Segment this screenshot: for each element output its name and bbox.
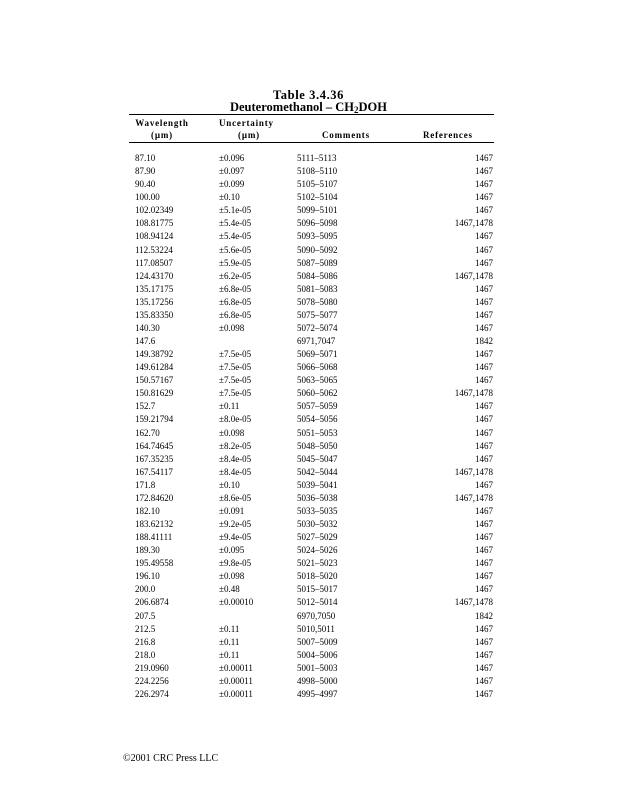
cell-wavelength: 108.94124 (135, 231, 174, 242)
cell-uncertainty: ±7.5e-05 (219, 388, 252, 399)
cell-uncertainty: ±6.8e-05 (219, 309, 252, 320)
cell-uncertainty: ±7.5e-05 (219, 375, 252, 386)
cell-uncertainty: ±0.095 (219, 545, 245, 556)
cell-references: 1467 (475, 427, 493, 438)
cell-wavelength: 171.8 (135, 479, 156, 490)
table-row (0, 257, 617, 270)
cell-references: 1467 (475, 153, 493, 163)
cell-uncertainty: ±0.098 (219, 322, 245, 333)
cell-uncertainty: ±6.2e-05 (219, 270, 252, 281)
table-row (0, 583, 617, 596)
cell-uncertainty: ±6.8e-05 (219, 296, 252, 307)
cell-wavelength: 149.61284 (135, 362, 174, 373)
table-row (0, 230, 617, 243)
cell-references: 1467 (475, 322, 493, 333)
cell-wavelength: 162.70 (135, 427, 160, 438)
cell-references: 1467 (475, 453, 493, 464)
cell-references: 1467,1478 (454, 270, 493, 281)
cell-comments: 5078–5080 (297, 296, 338, 307)
col-header-references: References (423, 130, 473, 140)
cell-wavelength: 159.21794 (135, 414, 174, 425)
cell-uncertainty: ±0.099 (219, 179, 245, 190)
cell-wavelength: 147.6 (135, 336, 156, 346)
cell-references: 1467 (475, 375, 493, 386)
table-row (0, 557, 617, 570)
cell-references: 1467 (475, 349, 493, 360)
cell-comments: 5093–5095 (297, 231, 338, 242)
cell-references: 1467 (475, 662, 493, 673)
table-row (0, 178, 617, 191)
cell-references: 1467 (475, 558, 493, 569)
cell-uncertainty: ±5.6e-05 (219, 244, 252, 255)
cell-wavelength: 172.84620 (135, 492, 174, 503)
cell-comments: 5069–5071 (297, 349, 338, 360)
table-row (0, 518, 617, 531)
table-row (0, 217, 617, 230)
cell-wavelength: 140.30 (135, 322, 160, 333)
cell-comments: 5051–5053 (297, 427, 338, 438)
cell-references: 1467 (475, 257, 493, 268)
cell-references: 1842 (475, 610, 493, 621)
table-row (0, 531, 617, 544)
cell-uncertainty: ±0.00010 (219, 597, 254, 608)
table-row (0, 492, 617, 505)
cell-wavelength: 188.41111 (135, 532, 173, 542)
col-header-uncertainty: Uncertainty (219, 118, 274, 128)
cell-references: 1467 (475, 309, 493, 320)
cell-references: 1467,1478 (454, 597, 493, 608)
cell-wavelength: 219.0960 (135, 662, 169, 673)
cell-comments: 5066–5068 (297, 362, 338, 373)
cell-references: 1467 (475, 414, 493, 425)
table-row (0, 453, 617, 466)
cell-comments: 5081–5083 (297, 283, 338, 294)
cell-references: 1467 (475, 505, 493, 516)
cell-references: 1467 (475, 571, 493, 582)
table-row (0, 688, 617, 701)
cell-references: 1467 (475, 362, 493, 373)
cell-comments: 5084–5086 (297, 270, 338, 281)
cell-comments: 5087–5089 (297, 257, 338, 268)
cell-uncertainty: ±5.4e-05 (219, 218, 252, 229)
table-row (0, 335, 617, 348)
cell-uncertainty: ±0.10 (219, 192, 240, 203)
cell-uncertainty: ±0.00011 (219, 662, 253, 673)
cell-comments: 5102–5104 (297, 192, 338, 203)
cell-comments: 5105–5107 (297, 179, 338, 190)
table-row (0, 662, 617, 675)
cell-references: 1467,1478 (454, 466, 493, 477)
cell-references: 1467 (475, 545, 493, 556)
cell-comments: 5090–5092 (297, 244, 338, 255)
table-row (0, 165, 617, 178)
cell-uncertainty: ±0.00011 (219, 688, 253, 699)
cell-uncertainty: ±9.2e-05 (219, 519, 252, 529)
cell-comments: 5010,5011 (297, 623, 335, 634)
cell-wavelength: 90.40 (135, 179, 156, 190)
cell-uncertainty: ±9.4e-05 (219, 532, 252, 542)
cell-comments: 5042–5044 (297, 466, 338, 477)
cell-wavelength: 195.49558 (135, 558, 174, 569)
cell-comments: 5030–5032 (297, 519, 338, 529)
table-row (0, 270, 617, 283)
cell-uncertainty: ±0.11 (219, 401, 240, 412)
cell-wavelength: 218.0 (135, 649, 156, 660)
cell-comments: 5001–5003 (297, 662, 338, 673)
table-row (0, 505, 617, 518)
cell-references: 1467 (475, 519, 493, 529)
cell-comments: 6971,7047 (297, 336, 336, 346)
cell-comments: 6970,7050 (297, 610, 336, 621)
table-row (0, 400, 617, 413)
cell-uncertainty: ±8.4e-05 (219, 466, 252, 477)
cell-comments: 5060–5062 (297, 388, 338, 399)
cell-wavelength: 87.90 (135, 166, 156, 177)
cell-comments: 5024–5026 (297, 545, 338, 556)
cell-uncertainty: ±0.098 (219, 571, 245, 582)
cell-wavelength: 124.43170 (135, 270, 174, 281)
cell-references: 1467,1478 (454, 492, 493, 503)
table-row (0, 361, 617, 374)
cell-wavelength: 135.17175 (135, 283, 174, 294)
cell-references: 1467 (475, 636, 493, 647)
table-row (0, 440, 617, 453)
cell-comments: 5075–5077 (297, 309, 338, 320)
table-row (0, 636, 617, 649)
cell-references: 1467 (475, 623, 493, 634)
cell-wavelength: 167.54117 (135, 466, 173, 477)
cell-references: 1467 (475, 649, 493, 660)
cell-references: 1467 (475, 401, 493, 412)
cell-wavelength: 135.83350 (135, 309, 174, 320)
cell-wavelength: 112.53224 (135, 244, 173, 255)
cell-wavelength: 224.2256 (135, 675, 169, 686)
cell-comments: 5018–5020 (297, 571, 338, 582)
cell-uncertainty: ±0.48 (219, 584, 240, 595)
cell-uncertainty: ±9.8e-05 (219, 558, 252, 569)
cell-wavelength: 167.35235 (135, 453, 174, 464)
cell-comments: 5057–5059 (297, 401, 338, 412)
cell-wavelength: 226.2974 (135, 688, 169, 699)
cell-wavelength: 212.5 (135, 623, 156, 634)
cell-references: 1467 (475, 440, 493, 451)
cell-comments: 4998–5000 (297, 675, 338, 686)
cell-uncertainty: ±0.098 (219, 427, 245, 438)
cell-references: 1467 (475, 179, 493, 190)
table-row (0, 244, 617, 257)
cell-comments: 5111–5113 (297, 153, 337, 163)
table-row (0, 570, 617, 583)
table-row (0, 479, 617, 492)
cell-wavelength: 152.7 (135, 401, 156, 412)
cell-uncertainty: ±5.4e-05 (219, 231, 252, 242)
cell-references: 1467 (475, 675, 493, 686)
col-header-wavelength-unit: (µm) (151, 130, 173, 140)
table-row (0, 596, 617, 609)
cell-uncertainty: ±0.11 (219, 649, 240, 660)
table-row (0, 348, 617, 361)
cell-uncertainty: ±8.6e-05 (219, 492, 252, 503)
table-row (0, 544, 617, 557)
header-top-rule (129, 114, 494, 115)
cell-comments: 5096–5098 (297, 218, 338, 229)
table-row (0, 675, 617, 688)
cell-wavelength: 206.6874 (135, 597, 169, 608)
cell-wavelength: 183.62132 (135, 519, 174, 529)
table-row (0, 322, 617, 335)
col-header-uncertainty-unit: (µm) (238, 130, 260, 140)
cell-comments: 5027–5029 (297, 532, 338, 542)
cell-wavelength: 216.8 (135, 636, 156, 647)
table-row (0, 204, 617, 217)
table-number: Table 3.4.36 (273, 88, 344, 102)
cell-comments: 5012–5014 (297, 597, 338, 608)
cell-wavelength: 189.30 (135, 545, 160, 556)
cell-references: 1842 (475, 336, 493, 346)
cell-comments: 5072–5074 (297, 322, 338, 333)
table-row (0, 413, 617, 426)
table-title-subscript: 2 (354, 105, 359, 115)
cell-uncertainty: ±7.5e-05 (219, 349, 252, 360)
table-row (0, 387, 617, 400)
cell-references: 1467,1478 (454, 388, 493, 399)
cell-wavelength: 100.00 (135, 192, 160, 203)
cell-uncertainty: ±6.8e-05 (219, 283, 252, 294)
table-row (0, 466, 617, 479)
cell-comments: 5021–5023 (297, 558, 338, 569)
cell-comments: 5004–5006 (297, 649, 338, 660)
cell-wavelength: 87.10 (135, 153, 156, 163)
cell-references: 1467 (475, 688, 493, 699)
cell-uncertainty: ±0.10 (219, 479, 240, 490)
cell-references: 1467 (475, 205, 493, 216)
cell-uncertainty: ±0.00011 (219, 675, 253, 686)
header-bottom-rule (129, 142, 494, 143)
table-row (0, 623, 617, 636)
cell-references: 1467 (475, 296, 493, 307)
cell-wavelength: 150.81629 (135, 388, 174, 399)
cell-wavelength: 207.5 (135, 610, 156, 621)
cell-wavelength: 196.10 (135, 571, 160, 582)
cell-wavelength: 117.08507 (135, 257, 173, 268)
col-header-wavelength: Wavelength (135, 118, 189, 128)
table-row (0, 309, 617, 322)
cell-uncertainty: ±7.5e-05 (219, 362, 252, 373)
cell-wavelength: 102.02349 (135, 205, 174, 216)
table-row (0, 649, 617, 662)
cell-references: 1467 (475, 244, 493, 255)
cell-wavelength: 164.74645 (135, 440, 174, 451)
table-title-main: Deuteromethanol – CH (229, 100, 355, 114)
cell-references: 1467 (475, 166, 493, 177)
cell-uncertainty: ±8.0e-05 (219, 414, 252, 425)
cell-references: 1467 (475, 231, 493, 242)
cell-comments: 5045–5047 (297, 453, 338, 464)
cell-comments: 5036–5038 (297, 492, 338, 503)
cell-uncertainty: ±0.097 (219, 166, 245, 177)
cell-comments: 5099–5101 (297, 205, 338, 216)
cell-comments: 5015–5017 (297, 584, 338, 595)
cell-comments: 5007–5009 (297, 636, 338, 647)
cell-comments: 5063–5065 (297, 375, 338, 386)
cell-comments: 5039–5041 (297, 479, 338, 490)
table-title-tail: DOH (358, 100, 388, 114)
cell-wavelength: 149.38792 (135, 349, 174, 360)
cell-wavelength: 108.81775 (135, 218, 174, 229)
cell-comments: 5108–5110 (297, 166, 338, 177)
cell-references: 1467 (475, 584, 493, 595)
cell-uncertainty: ±8.2e-05 (219, 440, 252, 451)
cell-references: 1467,1478 (454, 218, 493, 229)
table-row (0, 283, 617, 296)
cell-references: 1467 (475, 479, 493, 490)
copyright-footer: ©2001 CRC Press LLC (123, 753, 219, 764)
cell-wavelength: 150.57167 (135, 375, 174, 386)
cell-comments: 5033–5035 (297, 505, 338, 516)
cell-references: 1467 (475, 532, 493, 542)
table-row (0, 427, 617, 440)
col-header-comments: Comments (322, 130, 370, 140)
cell-uncertainty: ±0.11 (219, 636, 240, 647)
table-row (0, 191, 617, 204)
cell-wavelength: 135.17256 (135, 296, 174, 307)
cell-uncertainty: ±8.4e-05 (219, 453, 252, 464)
cell-wavelength: 182.10 (135, 505, 160, 516)
cell-references: 1467 (475, 283, 493, 294)
cell-uncertainty: ±5.1e-05 (219, 205, 252, 216)
table-row (0, 296, 617, 309)
cell-references: 1467 (475, 192, 493, 203)
cell-comments: 5048–5050 (297, 440, 338, 451)
cell-uncertainty: ±5.9e-05 (219, 257, 252, 268)
cell-comments: 5054–5056 (297, 414, 338, 425)
cell-wavelength: 200.0 (135, 584, 156, 595)
table-row (0, 374, 617, 387)
cell-uncertainty: ±0.11 (219, 623, 240, 634)
table-row (0, 610, 617, 623)
cell-uncertainty: ±0.096 (219, 153, 245, 163)
table-row (0, 152, 617, 165)
cell-comments: 4995–4997 (297, 688, 338, 699)
cell-uncertainty: ±0.091 (219, 505, 245, 516)
